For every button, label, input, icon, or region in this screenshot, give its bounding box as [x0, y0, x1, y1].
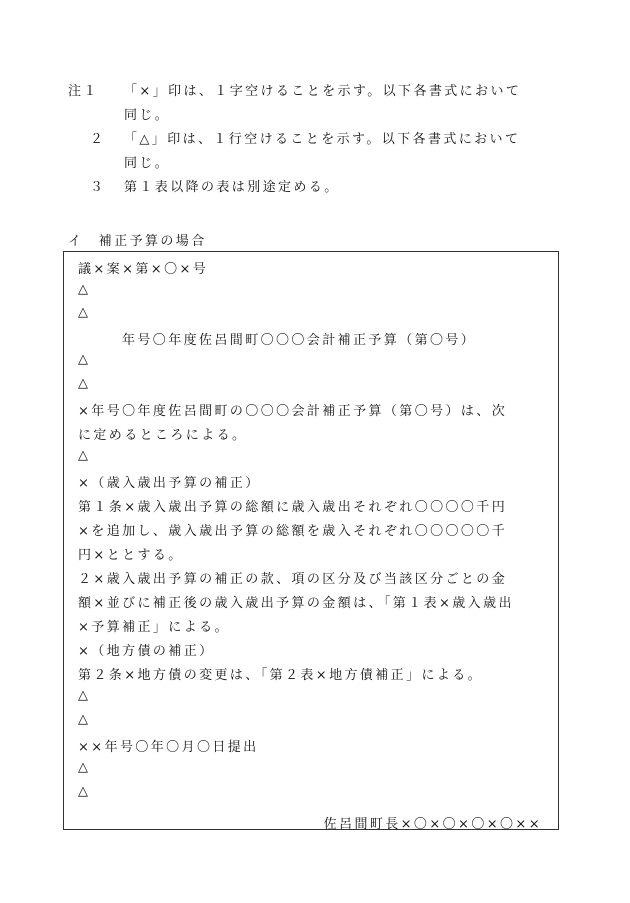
doc-line: △	[78, 305, 91, 320]
doc-line: △	[78, 712, 91, 727]
notes-section	[68, 80, 568, 200]
doc-line: 第２条×地方債の変更は、「第２表×地方債補正」による。	[78, 668, 484, 683]
doc-line: ×（地方債の補正）	[78, 644, 215, 659]
doc-line: △	[78, 282, 91, 297]
note-1-line-1	[68, 80, 568, 104]
note-3-line-1	[68, 176, 568, 200]
doc-line: ×（歳入歳出予算の補正）	[78, 476, 261, 491]
note-2-line-1	[68, 128, 568, 152]
doc-line: ×を追加し、歳入歳出予算の総額を歳入それぞれ〇〇〇〇〇千	[78, 524, 508, 539]
doc-line: に定めるところによる。	[78, 428, 248, 443]
doc-line: △	[78, 760, 91, 775]
note-text: 「×」印は、１字空けることを示す。以下各書式において	[124, 84, 522, 99]
document-form-box	[63, 251, 559, 830]
doc-line: △	[78, 784, 91, 799]
doc-line: △	[78, 352, 91, 367]
doc-line: △	[78, 688, 91, 703]
note-text: 同じ。	[124, 108, 171, 123]
doc-line: △	[78, 448, 91, 463]
doc-line: 円×ととする。	[78, 548, 184, 563]
doc-line: △	[78, 376, 91, 391]
doc-title-line: 年号〇年度佐呂間町〇〇〇会計補正予算（第〇号）	[122, 333, 477, 348]
note-number: ３	[90, 180, 106, 195]
note-number: 注１	[68, 84, 99, 99]
section-title: イ 補正予算の場合	[68, 234, 207, 249]
doc-line: 額×並びに補正後の歳入歳出予算の金額は、「第１表×歳入歳出	[78, 596, 514, 611]
note-text: 第１表以降の表は別途定める。	[124, 180, 340, 195]
doc-line: 議×案×第×〇×号	[78, 262, 209, 277]
doc-line: ２×歳入歳出予算の補正の款、項の区分及び当該区分ごとの金	[78, 572, 508, 587]
note-text: 「△」印は、１行空けることを示す。以下各書式において	[124, 132, 521, 147]
doc-line: ×予算補正」による。	[78, 620, 230, 635]
signature-line: 佐呂間町長×〇×〇×〇×〇××	[323, 817, 542, 832]
doc-line: ××年号〇年〇月〇日提出	[78, 740, 259, 755]
doc-line: ×年号〇年度佐呂間町の〇〇〇会計補正予算（第〇号）は、次	[78, 404, 508, 419]
note-1-line-2	[68, 104, 568, 128]
note-text: 同じ。	[124, 156, 171, 171]
note-number: ２	[90, 132, 106, 147]
note-2-line-2	[68, 152, 568, 176]
doc-line: 第１条×歳入歳出予算の総額に歳入歳出それぞれ〇〇〇〇千円	[78, 500, 508, 515]
